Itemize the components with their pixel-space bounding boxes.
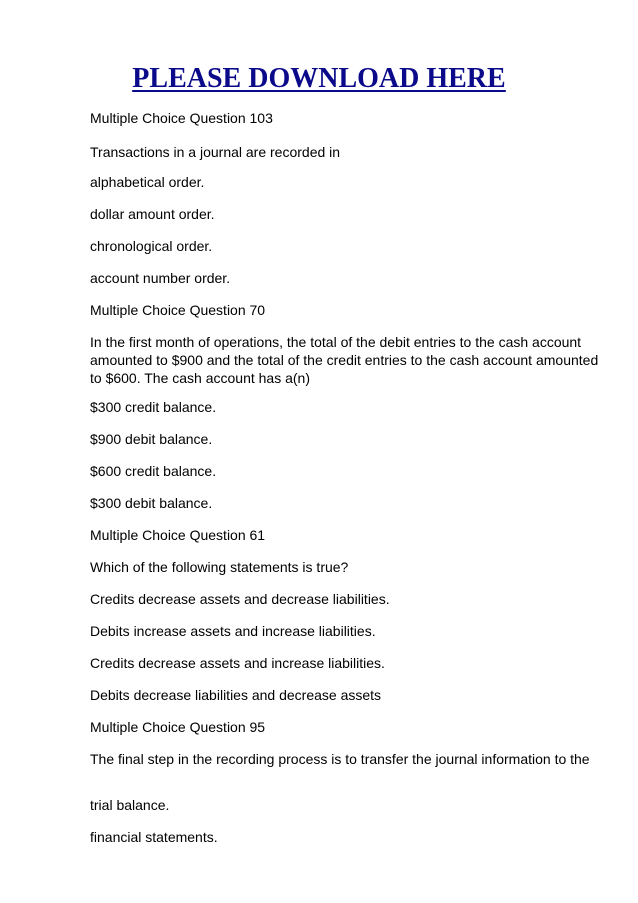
answer-option: Credits decrease assets and increase liabilities.	[90, 655, 385, 671]
answer-option: alphabetical order.	[90, 174, 205, 190]
answer-option: Debits increase assets and increase liabilities.	[90, 623, 376, 639]
question-prompt: In the first month of operations, the total of the debit entries to the cash account amounted to $900 and the total of the credit entries to the cash account amounted to $600. The cash account has a(n)	[90, 334, 599, 386]
answer-option: dollar amount order.	[90, 206, 215, 222]
question-prompt: Which of the following statements is true?	[90, 559, 349, 575]
download-link[interactable]: PLEASE DOWNLOAD HERE	[132, 63, 506, 94]
question-prompt: Transactions in a journal are recorded in	[90, 144, 341, 160]
question-heading: Multiple Choice Question 95	[90, 719, 266, 735]
answer-option: $300 debit balance.	[90, 495, 213, 511]
answer-option: $900 debit balance.	[90, 431, 213, 447]
answer-option: chronological order.	[90, 238, 213, 254]
answer-option: $600 credit balance.	[90, 463, 217, 479]
answer-option: financial statements.	[90, 829, 218, 845]
question-heading: Multiple Choice Question 61	[90, 527, 266, 543]
answer-option: Debits decrease liabilities and decrease assets	[90, 687, 382, 703]
answer-option: Credits decrease assets and decrease liabilities.	[90, 591, 390, 607]
answer-option: trial balance.	[90, 797, 170, 813]
answer-option: account number order.	[90, 270, 231, 286]
download-heading	[0, 62, 638, 96]
question-prompt: The final step in the recording process is to transfer the journal information to the	[90, 751, 590, 767]
question-heading: Multiple Choice Question 70	[90, 302, 266, 318]
question-heading: Multiple Choice Question 103	[90, 110, 273, 126]
answer-option: $300 credit balance.	[90, 399, 217, 415]
